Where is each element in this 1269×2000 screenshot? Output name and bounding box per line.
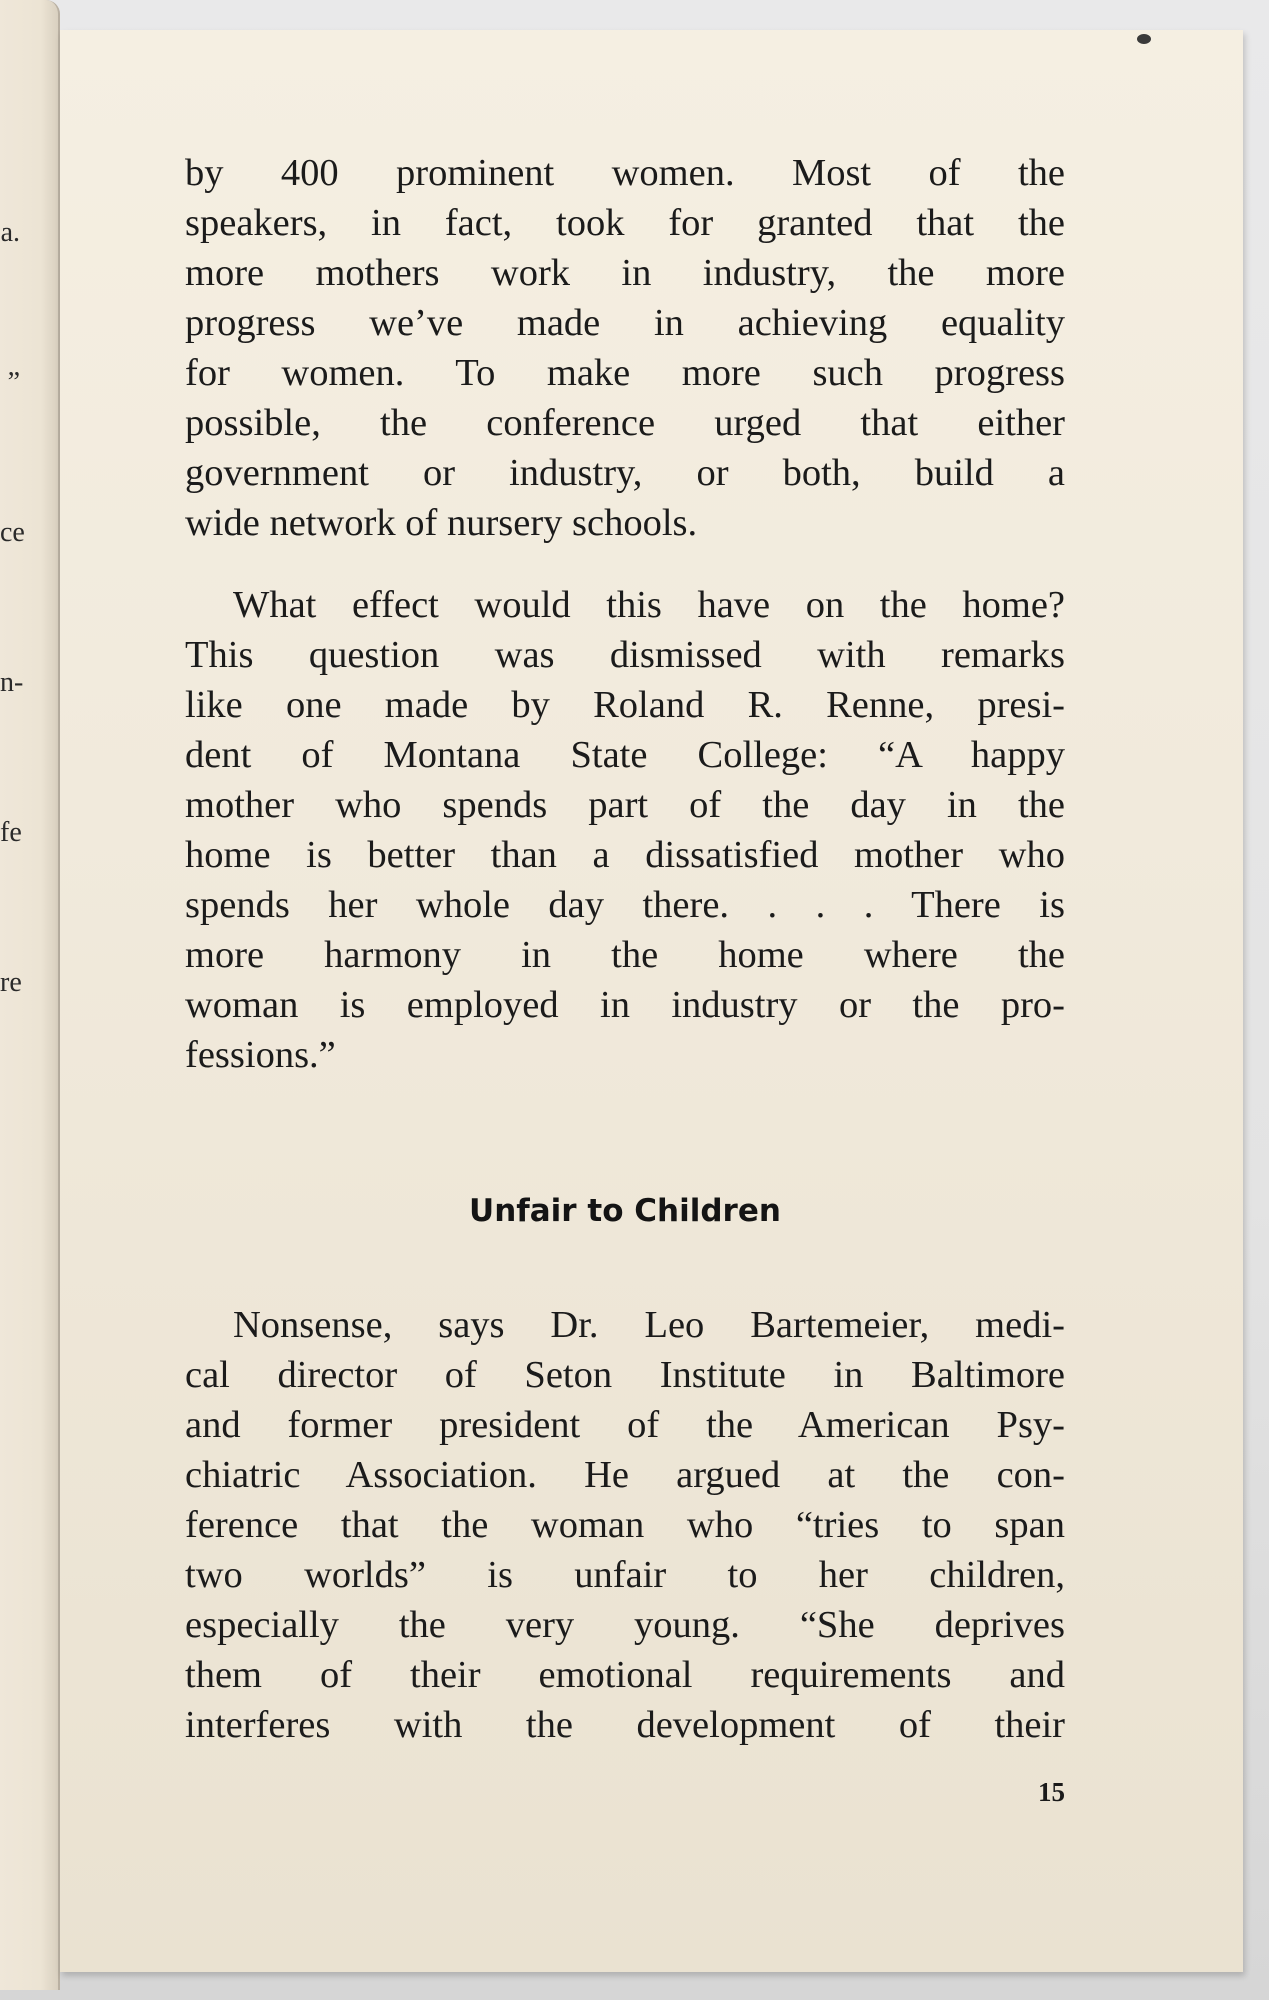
text-line: cal director of Seton Institute in Baltimore — [185, 1354, 1065, 1396]
text-line: more mothers work in industry, the more — [185, 252, 1065, 294]
paragraph-2 — [185, 580, 1065, 1080]
left-glyph: ” — [7, 367, 20, 398]
text-line: two worlds” is unfair to her children, — [185, 1554, 1065, 1596]
text-line: Nonsense, says Dr. Leo Bartemeier, medi- — [233, 1304, 1065, 1346]
section-heading: Unfair to Children — [469, 1193, 781, 1229]
left-glyph: a. — [0, 217, 20, 248]
text-line: speakers, in fact, took for granted that the — [185, 202, 1065, 244]
text-line: them of their emotional requirements and — [185, 1654, 1065, 1696]
paragraph-1 — [185, 148, 1065, 548]
text-line: progress we’ve made in achieving equality — [185, 302, 1065, 344]
text-line: chiatric Association. He argued at the con- — [185, 1454, 1065, 1496]
text-line: government or industry, or both, build a — [185, 452, 1065, 494]
text-line: home is better than a dissatisfied mother who — [185, 834, 1065, 876]
text-line: ference that the woman who “tries to span — [185, 1504, 1065, 1546]
left-page-glyphs — [0, 108, 25, 1108]
left-page-edge — [0, 0, 60, 1990]
text-line: like one made by Roland R. Renne, presi- — [185, 684, 1065, 726]
left-glyph: n- — [0, 667, 24, 698]
text-line: interferes with the development of their — [185, 1704, 1065, 1746]
left-glyph: ce — [0, 517, 25, 548]
text-line: by 400 prominent women. Most of the — [185, 152, 1065, 194]
ink-blot — [1137, 34, 1151, 44]
left-glyph: fe — [0, 817, 22, 848]
text-line: and former president of the American Psy- — [185, 1404, 1065, 1446]
text-line: woman is employed in industry or the pro- — [185, 984, 1065, 1026]
text-line: more harmony in the home where the — [185, 934, 1065, 976]
text-line: spends her whole day there. . . . There is — [185, 884, 1065, 926]
paragraph-3 — [185, 1300, 1065, 1750]
text-line: What effect would this have on the home? — [233, 584, 1065, 626]
left-glyph: re — [0, 967, 22, 998]
text-line: mother who spends part of the day in the — [185, 784, 1065, 826]
text-line: fessions.” — [185, 1034, 336, 1076]
text-line: This question was dismissed with remarks — [185, 634, 1065, 676]
text-line: especially the very young. “She deprives — [185, 1604, 1065, 1646]
text-line: possible, the conference urged that either — [185, 402, 1065, 444]
text-line: wide network of nursery schools. — [185, 502, 698, 544]
text-line: dent of Montana State College: “A happy — [185, 734, 1065, 776]
text-line: for women. To make more such progress — [185, 352, 1065, 394]
page-number: 15 — [1038, 1777, 1065, 1807]
